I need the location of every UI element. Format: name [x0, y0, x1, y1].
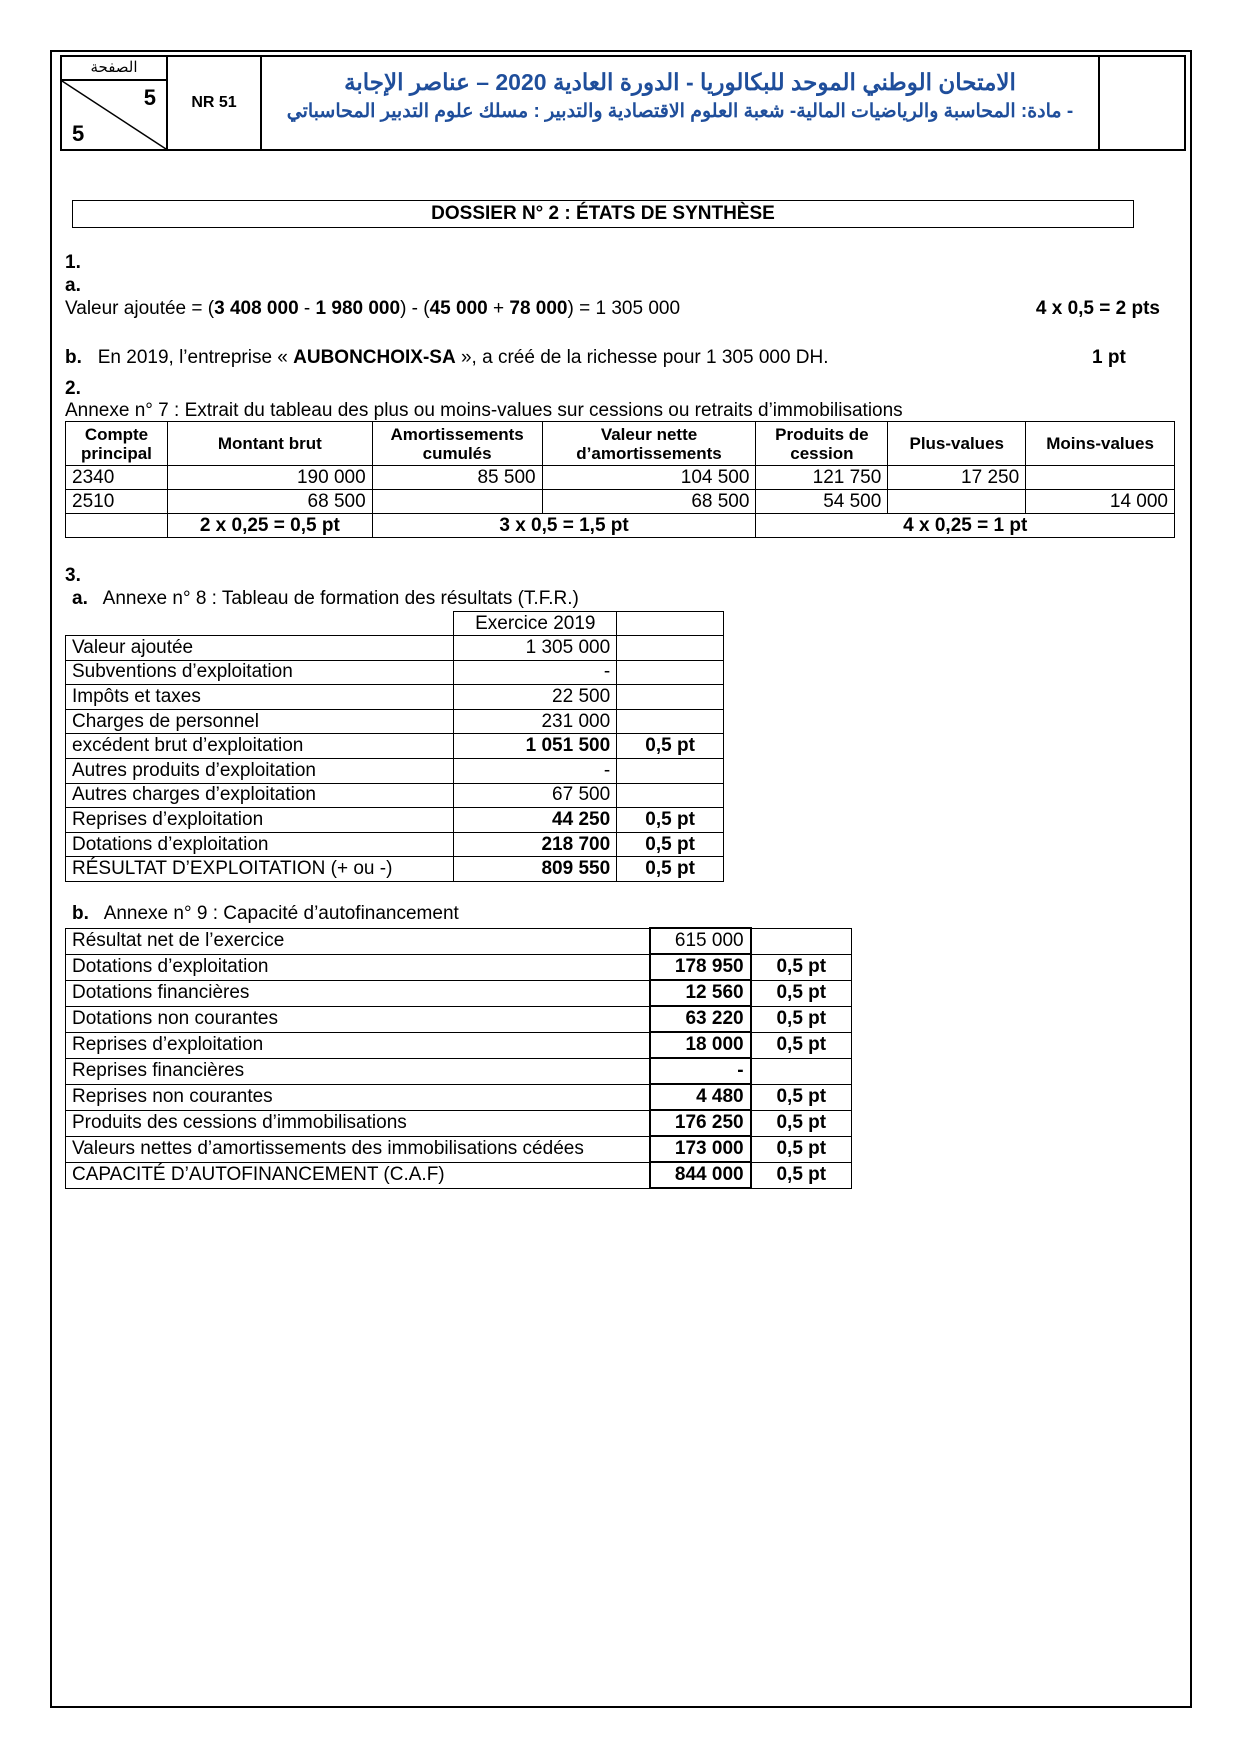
q1b-points: 1 pt: [1092, 347, 1126, 368]
table-cell: 54 500: [756, 490, 888, 514]
table-cell: 68 500: [542, 490, 756, 514]
q3-number: 3.: [65, 565, 81, 586]
table-row: [66, 758, 724, 783]
col-header: Amortissements cumulés: [372, 422, 542, 466]
value-added-formula: Valeur ajoutée = (3 408 000 - 1 980 000) - (45 000 + 78 000) = 1 305 000: [65, 298, 681, 319]
row-value: -: [454, 660, 617, 685]
row-label: excédent brut d’exploitation: [66, 734, 454, 759]
q1b-answer: b. En 2019, l’entreprise « AUBONCHOIX-SA », a créé de la richesse pour 1 305 000 DH.: [65, 347, 829, 368]
points-row: [66, 514, 1175, 538]
row-value: 44 250: [454, 808, 617, 833]
tfr-body: [66, 636, 724, 882]
row-points: 0,5 pt: [751, 1084, 852, 1110]
row-points: [617, 660, 724, 685]
row-points: 0,5 pt: [617, 832, 724, 857]
table-row: [66, 954, 852, 980]
table-cell: 68 500: [167, 490, 372, 514]
row-label: Résultat net de l’exercice: [66, 928, 650, 954]
table-row: [66, 980, 852, 1006]
table-cell: [888, 490, 1026, 514]
row-points: [751, 1058, 852, 1084]
row-value: 67 500: [454, 783, 617, 808]
q2-number: 2.: [65, 378, 81, 399]
row-value: 809 550: [454, 857, 617, 882]
annexe7-caption: Annexe n° 7 : Extrait du tableau des plus ou moins-values sur cessions ou retraits d’immobilisations: [65, 400, 903, 421]
row-points: 0,5 pt: [751, 1032, 852, 1058]
row-value: 218 700: [454, 832, 617, 857]
table-row: [66, 783, 724, 808]
row-value: 173 000: [650, 1136, 751, 1162]
row-points: [751, 928, 852, 954]
row-points: [617, 783, 724, 808]
row-label: Autres charges d’exploitation: [66, 783, 454, 808]
caf-body: [66, 928, 852, 1188]
table-row: [66, 709, 724, 734]
row-points: 0,5 pt: [751, 1136, 852, 1162]
table-row: [66, 1136, 852, 1162]
row-points: 0,5 pt: [617, 808, 724, 833]
exam-title-line1: الامتحان الوطني الموحد للبكالوريا - الدورة العادية 2020 – عناصر الإجابة: [344, 69, 1016, 95]
row-value: 22 500: [454, 685, 617, 710]
row-value: 12 560: [650, 980, 751, 1006]
row-points: [617, 685, 724, 710]
row-value: 4 480: [650, 1084, 751, 1110]
row-points: 0,5 pt: [751, 1162, 852, 1188]
table-row: [66, 1032, 852, 1058]
q1a-points: 4 x 0,5 = 2 pts: [1035, 298, 1160, 319]
row-value: 615 000: [650, 928, 751, 954]
points-cell: 2 x 0,25 = 0,5 pt: [167, 514, 372, 538]
exam-header: [60, 55, 1186, 151]
row-value: 176 250: [650, 1110, 751, 1136]
row-value: -: [650, 1058, 751, 1084]
table-row: [66, 1084, 852, 1110]
row-points: [617, 758, 724, 783]
col-header: Compte principal: [66, 422, 168, 466]
row-value: 231 000: [454, 709, 617, 734]
row-points: 0,5 pt: [751, 954, 852, 980]
row-label: Valeurs nettes d’amortissements des immobilisations cédées: [66, 1136, 650, 1162]
table-row: [66, 466, 1175, 490]
tfr-header: Exercice 2019: [454, 612, 617, 636]
row-label: RÉSULTAT D’EXPLOITATION (+ ou -): [66, 857, 454, 882]
row-points: 0,5 pt: [617, 734, 724, 759]
annexe7-table: [65, 421, 1175, 538]
table-cell: 17 250: [888, 466, 1026, 490]
table-row: [66, 928, 852, 954]
row-label: Autres produits d’exploitation: [66, 758, 454, 783]
table-row: [66, 832, 724, 857]
row-points: 0,5 pt: [751, 980, 852, 1006]
row-label: CAPACITÉ D’AUTOFINANCEMENT (C.A.F): [66, 1162, 650, 1188]
annexe8-caption: a. Annexe n° 8 : Tableau de formation des résultats (T.F.R.): [72, 588, 579, 609]
col-header: Montant brut: [167, 422, 372, 466]
col-header: Valeur nette d’amortissements: [542, 422, 756, 466]
row-label: Charges de personnel: [66, 709, 454, 734]
header-empty-cell: [1100, 57, 1184, 149]
row-label: Reprises non courantes: [66, 1084, 650, 1110]
points-cell: 3 x 0,5 = 1,5 pt: [372, 514, 756, 538]
tfr-table: [65, 611, 724, 882]
row-value: -: [454, 758, 617, 783]
row-label: Dotations non courantes: [66, 1006, 650, 1032]
row-label: Reprises financières: [66, 1058, 650, 1084]
exam-title-line2: - مادة: المحاسبة والرياضيات المالية- شعبة العلوم الاقتصادية والتدبير : مسلك علوم التدبير المحاسباتي: [286, 101, 1074, 122]
table-cell: 2340: [66, 466, 168, 490]
row-label: Dotations d’exploitation: [66, 832, 454, 857]
row-points: 0,5 pt: [751, 1006, 852, 1032]
col-header: Moins-values: [1026, 422, 1175, 466]
row-points: [617, 709, 724, 734]
row-label: Impôts et taxes: [66, 685, 454, 710]
row-points: [617, 636, 724, 661]
table-row: [66, 685, 724, 710]
col-header: Plus-values: [888, 422, 1026, 466]
q1a-label: a.: [65, 275, 81, 296]
row-points: 0,5 pt: [617, 857, 724, 882]
table-cell: 2510: [66, 490, 168, 514]
row-label: Dotations financières: [66, 980, 650, 1006]
row-value: 844 000: [650, 1162, 751, 1188]
col-header: Produits de cession: [756, 422, 888, 466]
table-row: [66, 1058, 852, 1084]
table-cell: 14 000: [1026, 490, 1175, 514]
page-number-box: [62, 57, 168, 149]
row-label: Dotations d’exploitation: [66, 954, 650, 980]
table-cell: 104 500: [542, 466, 756, 490]
page-current: 5: [143, 85, 156, 110]
row-label: Reprises d’exploitation: [66, 808, 454, 833]
row-value: 18 000: [650, 1032, 751, 1058]
row-label: Reprises d’exploitation: [66, 1032, 650, 1058]
page-label: الصفحة: [62, 57, 166, 81]
table-cell: 121 750: [756, 466, 888, 490]
exam-title: [262, 57, 1100, 149]
table-cell: 190 000: [167, 466, 372, 490]
row-label: Valeur ajoutée: [66, 636, 454, 661]
row-value: 1 051 500: [454, 734, 617, 759]
caf-table: [65, 927, 852, 1189]
row-label: Produits des cessions d’immobilisations: [66, 1110, 650, 1136]
table-cell: [1026, 466, 1175, 490]
table-row: [66, 660, 724, 685]
row-value: 63 220: [650, 1006, 751, 1032]
table-row: [66, 808, 724, 833]
table-row: [66, 490, 1175, 514]
table-row: [66, 1006, 852, 1032]
table-row: [66, 857, 724, 882]
points-cell: 4 x 0,25 = 1 pt: [756, 514, 1175, 538]
q1-number: 1.: [65, 252, 81, 273]
page-total: 5: [72, 121, 85, 146]
annexe9-caption: b. Annexe n° 9 : Capacité d’autofinancement: [72, 903, 459, 924]
row-value: 178 950: [650, 954, 751, 980]
exam-code: NR 51: [168, 57, 262, 149]
table-row: [66, 1162, 852, 1188]
table-row: [66, 636, 724, 661]
row-value: 1 305 000: [454, 636, 617, 661]
row-points: 0,5 pt: [751, 1110, 852, 1136]
dossier-title: DOSSIER N° 2 : ÉTATS DE SYNTHÈSE: [72, 200, 1134, 228]
table-row: [66, 1110, 852, 1136]
table-cell: [372, 490, 542, 514]
row-label: Subventions d’exploitation: [66, 660, 454, 685]
table-row: [66, 734, 724, 759]
table-cell: 85 500: [372, 466, 542, 490]
